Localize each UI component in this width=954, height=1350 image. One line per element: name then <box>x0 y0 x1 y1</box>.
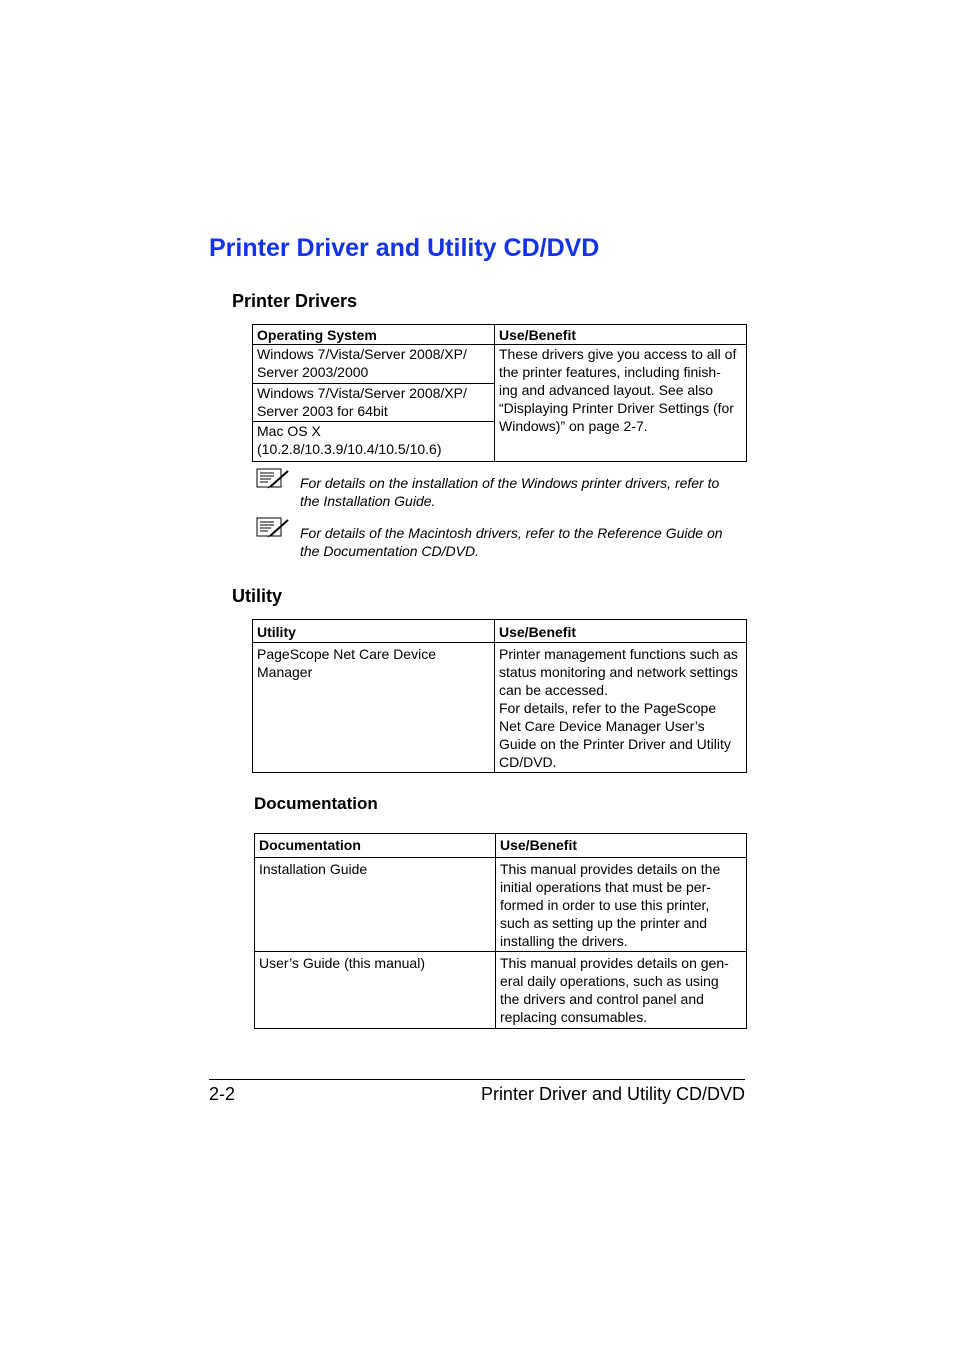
column-header-use-benefit: Use/Benefit <box>496 834 747 858</box>
benefit-cell: Printer management functions such as status monitoring and network settings can be accessed. For details, refer to the PageScope Net Care Device Manager User’s Guide on the Printer Driver and Utility CD/DVD. <box>495 643 747 773</box>
document-name-cell: Installation Guide <box>255 858 496 952</box>
page-title: Printer Driver and Utility CD/DVD <box>209 234 600 262</box>
os-cell: Windows 7/Vista/Server 2008/XP/ Server 2003 for 64bit <box>253 384 495 422</box>
benefit-cell: This manual provides details on gen- eral daily operations, such as using the drivers and control panel and replacing consumables. <box>496 952 747 1029</box>
note-text: For details on the installation of the Windows printer drivers, refer to the Installation Guide. <box>300 475 720 509</box>
utility-name-cell: PageScope Net Care Device Manager <box>253 643 495 773</box>
footer-rule <box>209 1079 745 1080</box>
documentation-heading: Documentation <box>254 794 378 813</box>
benefit-cell: These drivers give you access to all of the printer features, including finish- ing and advanced layout. See also “Displaying Printer Driver Settings (for Windows)” on page 2-7. <box>495 345 747 462</box>
column-header-utility: Utility <box>253 620 495 643</box>
benefit-cell: This manual provides details on the initial operations that must be per- formed in order to use this printer, such as setting up the printer and installing the drivers. <box>496 858 747 952</box>
page-number: 2-2 <box>209 1084 236 1104</box>
note-icon <box>256 468 290 490</box>
os-cell: Windows 7/Vista/Server 2008/XP/ Server 2003/2000 <box>253 345 495 384</box>
utility-heading: Utility <box>232 586 283 606</box>
column-header-documentation: Documentation <box>255 834 496 858</box>
note-icon <box>256 517 290 539</box>
column-header-use-benefit: Use/Benefit <box>495 325 747 345</box>
column-header-operating-system: Operating System <box>253 325 495 345</box>
os-cell: Mac OS X (10.2.8/10.3.9/10.4/10.5/10.6) <box>253 422 495 462</box>
utility-table <box>252 619 747 773</box>
note-text: For details of the Macintosh drivers, refer to the Reference Guide on the Documentation CD/DVD. <box>300 525 723 559</box>
document-name-cell: User’s Guide (this manual) <box>255 952 496 1029</box>
footer-section-title: Printer Driver and Utility CD/DVD <box>480 1084 745 1104</box>
documentation-table <box>254 833 747 1029</box>
column-header-use-benefit: Use/Benefit <box>495 620 747 643</box>
printer-drivers-table <box>252 324 747 462</box>
printer-drivers-heading: Printer Drivers <box>232 291 358 311</box>
